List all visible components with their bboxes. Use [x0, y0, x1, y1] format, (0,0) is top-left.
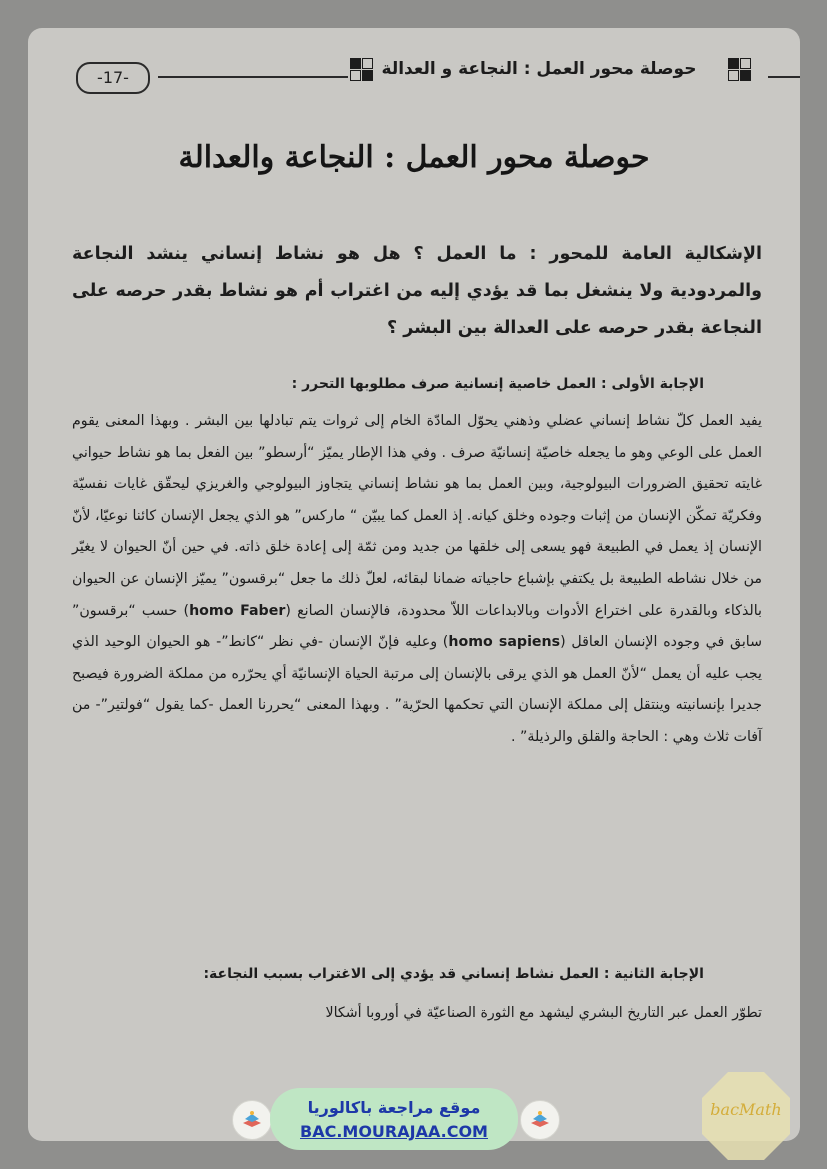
- answer-one-text-part1: يفيد العمل كلّ نشاط إنساني عضلي وذهني يحوّل المادّة الخام إلى ثروات يتم تبادلها بين البشر . وبهذا المعنى يقوم العمل على الوعي وهو ما يجعله خاصيّة إنسانيّة صرف . وفي هذا الإطار يميّز “أرسطو” بين الفعل بما هو نشاط حيواني غايته تحقيق الضرورات البيولوجية، وبين العمل بما هو نشاط إنساني يتجاوز البيولوجي والغريزي ليحقّق غايات نفسيّة وفكريّة تمكّن الإنسان من إثبات وجوده وخلق كيانه. إذ العمل كما يبيّن “ ماركس” هو الذي يجعل الإنسان كائنا نوعيّا، لأنّ الإنسان إذ يعمل في الطبيعة فهو يسعى إلى خلقها من جديد ومن ثمّة إلى إعادة خلق ذاته. في حين أنّ الحيوان لا يغيّر من خلال نشاطه الطبيعة بل يكتفي بإشباع حاجياته ضمانا لبقائه، لعلّ ذلك ما جعل “برقسون” يميّز الإنسان عن الحيوان بالذكاء وبالقدرة على اختراع الأدوات وبالابداعات اللاّ محدودة، فالإنسان الصانع (: [72, 413, 762, 619]
- answer-one-heading: الإجابة الأولى : العمل خاصية إنسانية صرف مطلوبها التحرر :: [291, 376, 704, 392]
- header-squares-icon: [728, 58, 752, 88]
- bacmath-logo-text: bacMath: [710, 1100, 782, 1119]
- site-name[interactable]: موقع مراجعة باكالوريا: [307, 1098, 481, 1117]
- header-squares-icon: [350, 58, 374, 88]
- bacmath-logo: [698, 1068, 794, 1164]
- intro-paragraph: الإشكالية العامة للمحور : ما العمل ؟ هل هو نشاط إنساني ينشد النجاعة والمردودية ولا ينشغل بما قد يؤدي إليه من اغتراب أم هو نشاط بقدر حرصه على النجاعة بقدر حرصه على العدالة بين البشر ؟: [72, 244, 762, 338]
- header-rule-left: [158, 76, 348, 78]
- book-page: [28, 28, 800, 1141]
- site-logo-icon: [232, 1100, 272, 1140]
- header-rule-right: [768, 76, 800, 78]
- answer-one-text-part3: ) وعليه فإنّ الإنسان -في نظر “كانط”- هو الحيوان الوحيد الذي يجب عليه أن يعمل “لأنّ العمل هو الذي يرقى بالإنسان إلى مرتبة الحياة الإنسانيّة أي يحرّره من مملكة الضرورة فيصبح جديرا بإنسانيته وينتقل إلى مملكة الإنسان التي تحكمها الحرّية” . وبهذا المعنى “يحررنا العمل -كما يقول “فولتير”- من آفات ثلاث وهي : الحاجة والقلق والرذيلة” .: [72, 634, 762, 745]
- page-number: -17-: [76, 62, 150, 94]
- latin-term-homo-faber: homo Faber: [189, 602, 286, 619]
- site-url-link[interactable]: BAC.MOURAJAA.COM: [300, 1122, 488, 1141]
- answer-two-paragraph: تطوّر العمل عبر التاريخ البشري ليشهد مع الثورة الصناعيّة في أوروبا أشكالا: [325, 1005, 762, 1021]
- site-logo-icon: [520, 1100, 560, 1140]
- running-header-title: حوصلة محور العمل : النجاعة و العدالة: [381, 59, 697, 79]
- site-banner[interactable]: [270, 1088, 518, 1150]
- page-title: حوصلة محور العمل : النجاعة والعدالة: [178, 140, 650, 175]
- answer-one-text-part2: ) حسب “برقسون” سابق في وجوده الإنسان العاقل (: [72, 602, 762, 651]
- answer-one-paragraph: [72, 406, 762, 754]
- latin-term-homo-sapiens: homo sapiens: [448, 634, 561, 651]
- answer-two-heading: الإجابة الثانية : العمل نشاط إنساني قد يؤدي إلى الاغتراب بسبب النجاعة:: [203, 966, 704, 982]
